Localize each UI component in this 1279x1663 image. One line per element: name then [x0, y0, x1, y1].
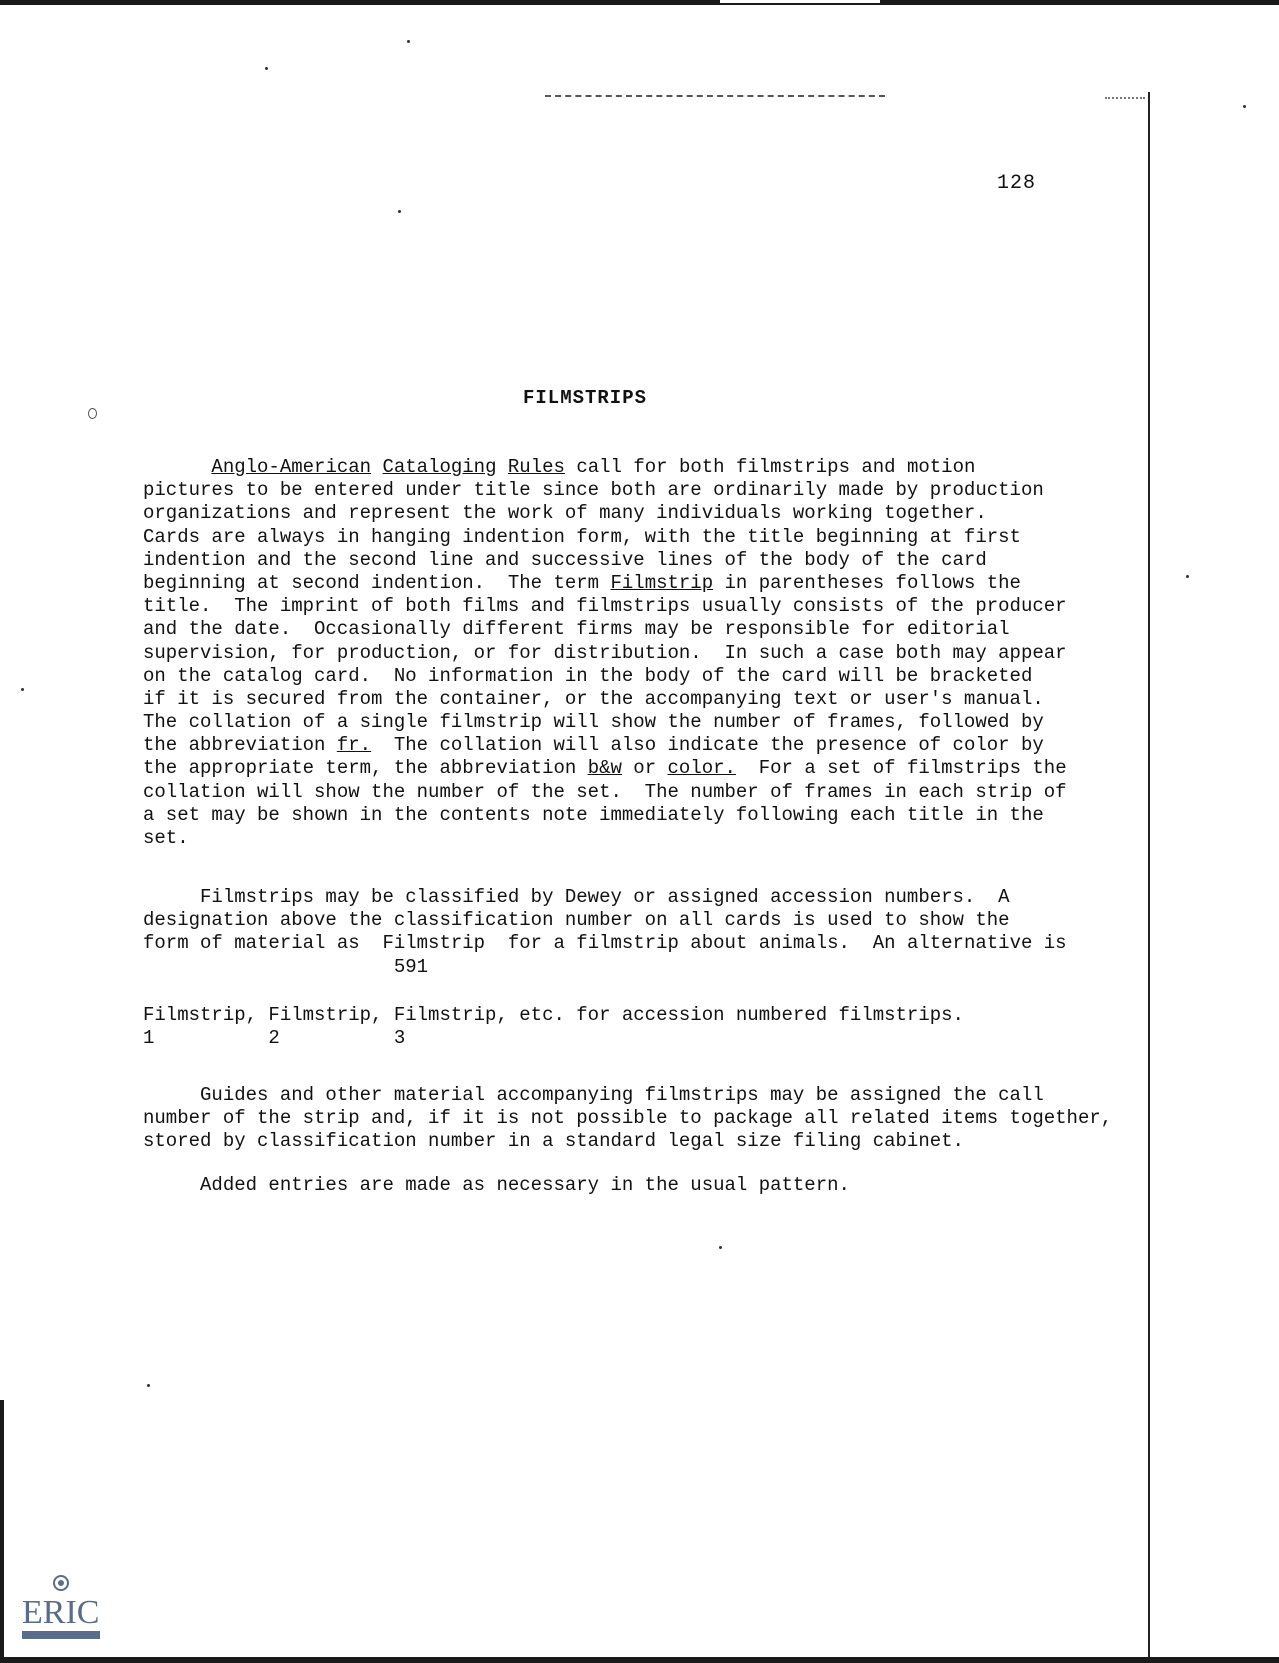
text-fragment: the abbreviation	[143, 734, 337, 757]
text-fragment	[371, 456, 382, 478]
text-line: Cards are always in hanging indention form, with the title beginning at first	[143, 525, 1021, 548]
text-line: number of the strip and, if it is not possible to package all related items together,	[143, 1107, 1113, 1130]
text-line: Filmstrip, Filmstrip, Filmstrip, etc. for accession numbered filmstrips.	[143, 1004, 964, 1026]
scan-speck	[719, 1246, 722, 1249]
text-line: set.	[143, 827, 189, 849]
eric-logo-icon	[18, 1571, 104, 1643]
underlined-title: Rules	[507, 456, 565, 478]
text-line: collation will show the number of the set. The number of frames in each strip of	[143, 780, 1067, 803]
scan-edge-left	[0, 1400, 4, 1663]
scan-speck	[88, 408, 97, 419]
text-line: organizations and represent the work of many individuals working together.	[143, 502, 987, 525]
text-line: The collation of a single filmstrip will show the number of frames, followed by	[143, 711, 1044, 734]
accession-subscripts: 1 2 3	[143, 1027, 406, 1050]
text-fragment: for a filmstrip about animals. An alternative is	[485, 932, 1067, 955]
scan-dash-artifact	[545, 95, 885, 97]
text-fragment	[497, 456, 508, 478]
scan-speck	[147, 1384, 150, 1387]
text-line: Guides and other material accompanying filmstrips may be assigned the call	[143, 1084, 1044, 1106]
eric-logo	[18, 1571, 104, 1643]
scan-speck	[21, 688, 24, 691]
text-fragment: For a set of filmstrips the	[735, 757, 1067, 780]
scan-speck	[1243, 105, 1246, 108]
underlined-term: b&w	[587, 757, 622, 780]
paragraph-guides	[143, 1084, 1143, 1154]
paragraph-classification	[143, 886, 1143, 979]
text-line	[143, 456, 1143, 479]
scan-edge-bottom	[0, 1657, 1279, 1663]
text-line: on the catalog card. No information in the body of the card will be bracketed	[143, 664, 1033, 687]
text-fragment: the appropriate term, the abbreviation	[143, 757, 588, 780]
text-line: pictures to be entered under title since both are ordinarily made by production	[143, 479, 1044, 502]
text-fragment: The collation will also indicate the presence of color by	[371, 734, 1044, 757]
text-line: supervision, for production, or for distribution. In such a case both may appear	[143, 641, 1067, 664]
paragraph-accession-numbers	[143, 1004, 1143, 1049]
scan-speck	[265, 67, 268, 70]
eric-logo-text: ERIC	[22, 1594, 100, 1631]
scan-edge-top	[0, 0, 1279, 5]
text-fragment: Filmstrip	[382, 932, 486, 955]
text-line	[143, 932, 1143, 955]
paragraph-added-entries	[143, 1174, 1143, 1197]
text-fragment: in parentheses follows the	[713, 571, 1021, 594]
paragraph-cataloging-rules	[143, 456, 1143, 850]
page-number: 128	[997, 172, 1037, 195]
text-line: Filmstrips may be classified by Dewey or assigned accession numbers. A	[143, 886, 1010, 908]
underlined-title: Anglo-American	[211, 456, 372, 478]
underlined-term: fr.	[336, 734, 372, 757]
text-fragment: or	[621, 757, 668, 780]
underlined-term: Filmstrip	[610, 571, 714, 594]
text-line: title. The imprint of both films and filmstrips usually consists of the producer	[143, 595, 1067, 618]
text-line: a set may be shown in the contents note immediately following each title in the	[143, 803, 1044, 826]
scan-speck	[398, 210, 401, 213]
text-fragment: form of material as	[143, 932, 383, 955]
text-fragment: call for both filmstrips and motion	[564, 456, 976, 478]
underlined-term: color.	[667, 757, 736, 780]
text-line: designation above the classification number on all cards is used to show the	[143, 909, 1010, 932]
text-line: and the date. Occasionally different firms may be responsible for editorial	[143, 618, 1010, 641]
text-line	[143, 757, 1143, 780]
text-line: Added entries are made as necessary in the usual pattern.	[143, 1174, 850, 1196]
text-line: if it is secured from the container, or the accompanying text or user's manual.	[143, 687, 1044, 710]
text-line: indention and the second line and successive lines of the body of the card	[143, 548, 987, 571]
scan-edge-gap	[720, 0, 880, 3]
text-line	[143, 734, 1143, 757]
section-heading: FILMSTRIPS	[522, 387, 648, 409]
classification-number: 591	[143, 955, 429, 978]
scan-speck	[407, 40, 410, 43]
underlined-title: Cataloging	[382, 456, 497, 478]
text-line	[143, 572, 1143, 595]
text-fragment: beginning at second indention. The term	[143, 571, 611, 594]
text-line: stored by classification number in a standard legal size filing cabinet.	[143, 1130, 964, 1153]
scan-speck	[1186, 575, 1189, 578]
scan-dot-artifact	[1105, 97, 1145, 99]
scan-margin-rule	[1148, 92, 1150, 1658]
